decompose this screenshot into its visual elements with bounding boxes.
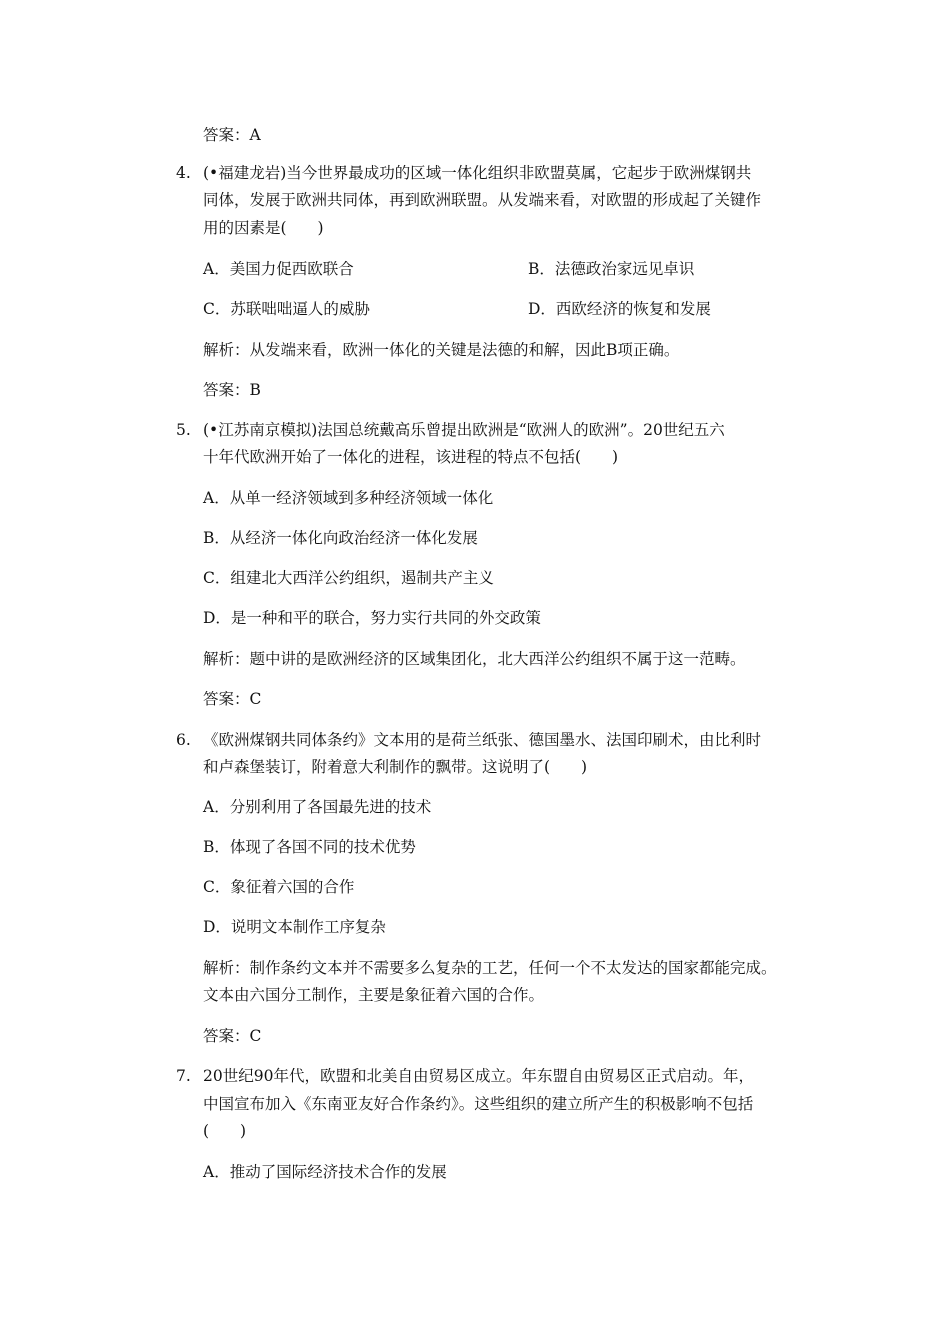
q4-option-b: B．法德政治家远见卓识 — [528, 260, 695, 278]
q6-number: 6. — [176, 731, 191, 749]
q5-number: 5. — [176, 421, 191, 439]
q7-number: 7. — [176, 1067, 191, 1085]
q4-stem-line-2: 同体，发展于欧洲共同体，再到欧洲联盟。从发端来看，对欧盟的形成起了关键作 — [203, 191, 762, 209]
q3-answer: 答案：A — [203, 126, 261, 144]
q5-analysis: 解析：题中讲的是欧洲经济的区域集团化，北大西洋公约组织不属于这一范畴。 — [203, 650, 746, 668]
q4-stem-line-1: (•福建龙岩)当今世界最成功的区域一体化组织非欧盟莫属，它起步于欧洲煤钢共 — [203, 164, 752, 182]
q4-stem-line-3: 用的因素是( ) — [203, 219, 324, 237]
q4-answer: 答案：B — [203, 381, 261, 399]
q7-option-a: A．推动了国际经济技术合作的发展 — [203, 1163, 447, 1181]
q7-stem-line-1: 20世纪90年代，欧盟和北美自由贸易区成立。年东盟自由贸易区正式启动。年， — [203, 1067, 754, 1085]
q6-analysis-line-2: 文本由六国分工制作，主要是象征着六国的合作。 — [203, 986, 545, 1004]
q5-option-d: D．是一种和平的联合，努力实行共同的外交政策 — [203, 609, 541, 627]
q5-option-b: B．从经济一体化向政治经济一体化发展 — [203, 529, 478, 547]
q4-option-c: C．苏联咄咄逼人的威胁 — [203, 300, 370, 318]
q4-option-d: D．西欧经济的恢复和发展 — [528, 300, 711, 318]
q6-option-b: B．体现了各国不同的技术优势 — [203, 838, 416, 856]
q6-analysis-line-1: 解析：制作条约文本并不需要多么复杂的工艺，任何一个不太发达的国家都能完成。 — [203, 959, 777, 977]
q4-analysis: 解析：从发端来看，欧洲一体化的关键是法德的和解，因此B项正确。 — [203, 341, 680, 359]
q6-option-a: A．分别利用了各国最先进的技术 — [203, 798, 432, 816]
q6-option-c: C．象征着六国的合作 — [203, 878, 355, 896]
q4-number: 4. — [176, 164, 191, 182]
q5-stem-line-2: 十年代欧洲开始了一体化的进程，该进程的特点不包括( ) — [203, 448, 619, 466]
q5-option-a: A．从单一经济领域到多种经济领域一体化 — [203, 489, 494, 507]
q6-stem-line-2: 和卢森堡装订，附着意大利制作的飘带。这说明了( ) — [203, 758, 588, 776]
q6-stem-line-1: 《欧洲煤钢共同体条约》文本用的是荷兰纸张、德国墨水、法国印刷术，由比利时 — [203, 731, 762, 749]
q5-answer: 答案：C — [203, 690, 262, 708]
q7-stem-line-3: ( ) — [203, 1122, 247, 1140]
q6-option-d: D．说明文本制作工序复杂 — [203, 918, 386, 936]
q4-option-a: A．美国力促西欧联合 — [203, 260, 354, 278]
q7-stem-line-2: 中国宣布加入《东南亚友好合作条约》。这些组织的建立所产生的积极影响不包括 — [203, 1095, 754, 1113]
q5-option-c: C．组建北大西洋公约组织，遏制共产主义 — [203, 569, 494, 587]
q5-stem-line-1: (•江苏南京模拟)法国总统戴高乐曾提出欧洲是“欧洲人的欧洲”。20世纪五六 — [203, 421, 725, 439]
q6-answer: 答案：C — [203, 1027, 262, 1045]
